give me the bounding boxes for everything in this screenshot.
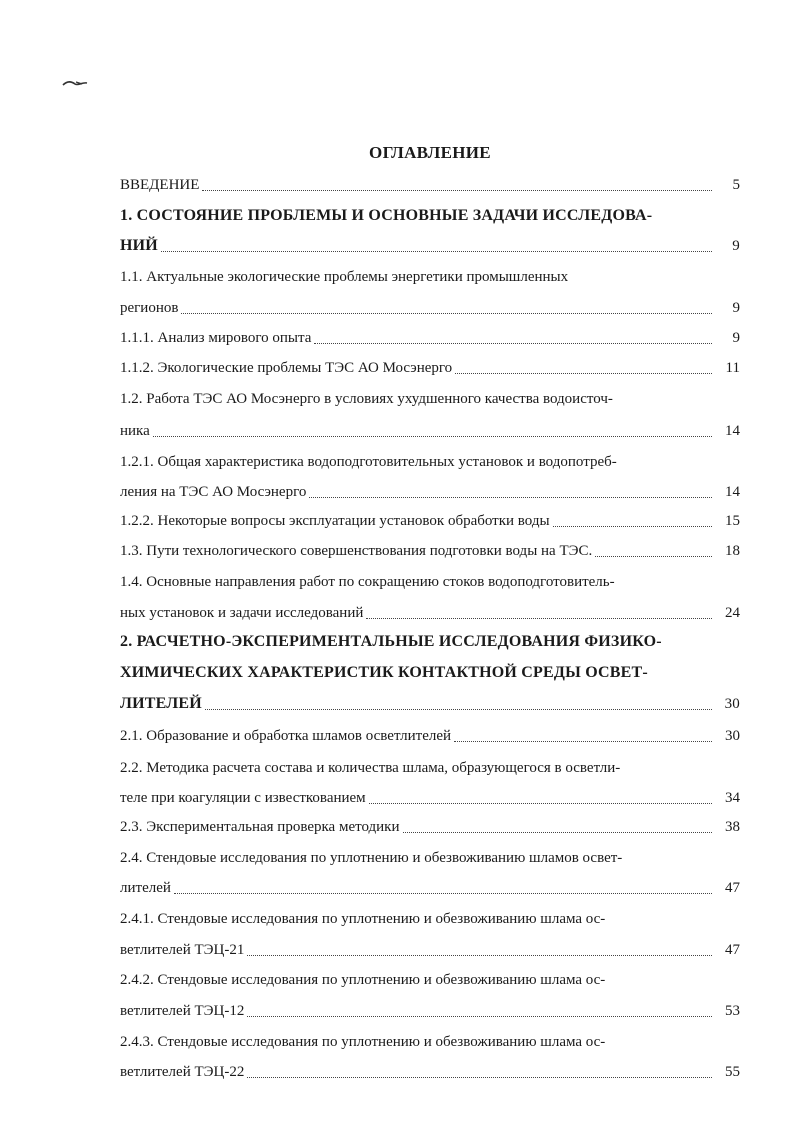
toc-line bbox=[120, 1030, 740, 1054]
toc-page-number: 9 bbox=[732, 238, 740, 254]
toc-line-text: ВВЕДЕНИЕ bbox=[120, 177, 200, 193]
toc-line-text: ных установок и задачи исследований bbox=[120, 605, 364, 621]
toc-leader bbox=[455, 373, 712, 374]
toc-page-number: 11 bbox=[725, 360, 740, 376]
toc-leader bbox=[314, 343, 712, 344]
toc-page-number: 30 bbox=[724, 696, 740, 712]
toc-line-text: 1.1.2. Экологические проблемы ТЭС АО Мосэнерго bbox=[120, 360, 453, 376]
toc-line bbox=[120, 692, 740, 716]
toc-leader bbox=[205, 709, 712, 710]
toc-leader bbox=[247, 1077, 712, 1078]
toc-page-number: 47 bbox=[725, 880, 740, 896]
toc-line-text: 1.2. Работа ТЭС АО Мосэнерго в условиях ухудшенного качества водоисточ- bbox=[120, 391, 613, 407]
toc-line bbox=[120, 724, 740, 748]
toc-line-text: 1.1. Актуальные экологические проблемы энергетики промышленных bbox=[120, 269, 569, 285]
toc-line bbox=[120, 356, 740, 380]
toc-page-number: 9 bbox=[732, 330, 740, 346]
toc-line-text: регионов bbox=[120, 300, 179, 316]
toc-line-text: 2. РАСЧЕТНО-ЭКСПЕРИМЕНТАЛЬНЫЕ ИССЛЕДОВАНИЯ ФИЗИКО- bbox=[120, 633, 662, 650]
toc-line-text: 2.3. Экспериментальная проверка методики bbox=[120, 819, 400, 835]
toc-page-number: 14 bbox=[725, 484, 740, 500]
toc-page-number: 14 bbox=[725, 423, 740, 439]
toc-line bbox=[120, 999, 740, 1023]
toc-line-text: 2.4.1. Стендовые исследования по уплотнению и обезвоживанию шлама ос- bbox=[120, 911, 606, 927]
toc-leader bbox=[309, 497, 712, 498]
toc-leader bbox=[202, 190, 712, 191]
toc-leader bbox=[553, 526, 712, 527]
toc-leader bbox=[454, 741, 712, 742]
toc-line-text: 1.2.1. Общая характеристика водоподготовительных установок и водопотреб- bbox=[120, 454, 617, 470]
toc-line-text: 1.3. Пути технологического совершенствования подготовки воды на ТЭС. bbox=[120, 543, 593, 559]
toc-line bbox=[120, 539, 740, 563]
toc-page-number: 5 bbox=[732, 177, 740, 193]
toc-leader bbox=[247, 1016, 712, 1017]
toc-line-text: ветлителей ТЭЦ-21 bbox=[120, 942, 245, 958]
toc-leader bbox=[247, 955, 712, 956]
toc-line-text: НИЙ bbox=[120, 237, 158, 254]
toc-line bbox=[120, 204, 740, 228]
toc-page-number: 15 bbox=[725, 513, 740, 529]
toc-leader bbox=[366, 618, 712, 619]
toc-page-number: 34 bbox=[725, 790, 740, 806]
toc-page-number: 9 bbox=[732, 300, 740, 316]
toc-line-text: 2.4.2. Стендовые исследования по уплотнению и обезвоживанию шлама ос- bbox=[120, 972, 606, 988]
toc-line-text: 2.4.3. Стендовые исследования по уплотнению и обезвоживанию шлама ос- bbox=[120, 1034, 606, 1050]
toc-line bbox=[120, 968, 740, 992]
toc-line bbox=[120, 509, 740, 533]
toc-line-text: теле при коагуляции с известкованием bbox=[120, 790, 366, 806]
toc-leader bbox=[174, 893, 712, 894]
toc-line-text: ления на ТЭС АО Мосэнерго bbox=[120, 484, 307, 500]
toc-line bbox=[120, 296, 740, 320]
toc-line-text: ветлителей ТЭЦ-22 bbox=[120, 1064, 245, 1080]
toc-line bbox=[120, 630, 740, 654]
toc-line-text: 2.2. Методика расчета состава и количества шлама, образующегося в осветли- bbox=[120, 760, 621, 776]
toc-line bbox=[120, 570, 740, 594]
toc-line bbox=[120, 661, 740, 685]
toc-line-text: ЛИТЕЛЕЙ bbox=[120, 695, 202, 712]
toc-line bbox=[120, 786, 740, 810]
toc-line-text: лителей bbox=[120, 880, 171, 896]
toc-page-number: 47 bbox=[725, 942, 740, 958]
page-title: ОГЛАВЛЕНИЕ bbox=[369, 143, 491, 162]
toc-line-text: 2.1. Образование и обработка шламов осветлителей bbox=[120, 728, 452, 744]
toc-line bbox=[120, 480, 740, 504]
toc-line-text: 1. СОСТОЯНИЕ ПРОБЛЕМЫ И ОСНОВНЫЕ ЗАДАЧИ ИССЛЕДОВА- bbox=[120, 207, 653, 224]
toc-line-text: 1.2.2. Некоторые вопросы эксплуатации установок обработки воды bbox=[120, 513, 550, 529]
toc-line bbox=[120, 450, 740, 474]
toc-line-text: ника bbox=[120, 423, 150, 439]
toc-line bbox=[120, 846, 740, 870]
toc-page-number: 38 bbox=[725, 819, 740, 835]
toc-line bbox=[120, 756, 740, 780]
toc-line bbox=[120, 387, 740, 411]
toc-line-text: 1.1.1. Анализ мирового опыта bbox=[120, 330, 312, 346]
toc-leader bbox=[369, 803, 712, 804]
toc-page-number: 18 bbox=[725, 543, 740, 559]
toc-page-number: 30 bbox=[725, 728, 740, 744]
toc-leader bbox=[153, 436, 712, 437]
toc-leader bbox=[595, 556, 712, 557]
toc-line bbox=[120, 265, 740, 289]
toc-line bbox=[120, 876, 740, 900]
toc-line bbox=[120, 907, 740, 931]
toc-line bbox=[120, 938, 740, 962]
toc-line bbox=[120, 234, 740, 258]
toc-line bbox=[120, 326, 740, 350]
toc-leader bbox=[181, 313, 712, 314]
toc-leader bbox=[403, 832, 713, 833]
toc-line-text: 2.4. Стендовые исследования по уплотнению и обезвоживанию шламов освет- bbox=[120, 850, 623, 866]
toc-line bbox=[120, 173, 740, 197]
toc-page-number: 24 bbox=[725, 605, 740, 621]
toc-page-number: 55 bbox=[725, 1064, 740, 1080]
toc-line bbox=[120, 815, 740, 839]
toc-line bbox=[120, 601, 740, 625]
toc-page-number: 53 bbox=[725, 1003, 740, 1019]
toc-line bbox=[120, 1060, 740, 1084]
toc-line-text: 1.4. Основные направления работ по сокращению стоков водоподготовитель- bbox=[120, 574, 615, 590]
toc-leader bbox=[161, 251, 712, 252]
toc-line-text: ХИМИЧЕСКИХ ХАРАКТЕРИСТИК КОНТАКТНОЙ СРЕДЫ ОСВЕТ- bbox=[120, 664, 648, 681]
toc-line-text: ветлителей ТЭЦ-12 bbox=[120, 1003, 245, 1019]
toc-line bbox=[120, 419, 740, 443]
